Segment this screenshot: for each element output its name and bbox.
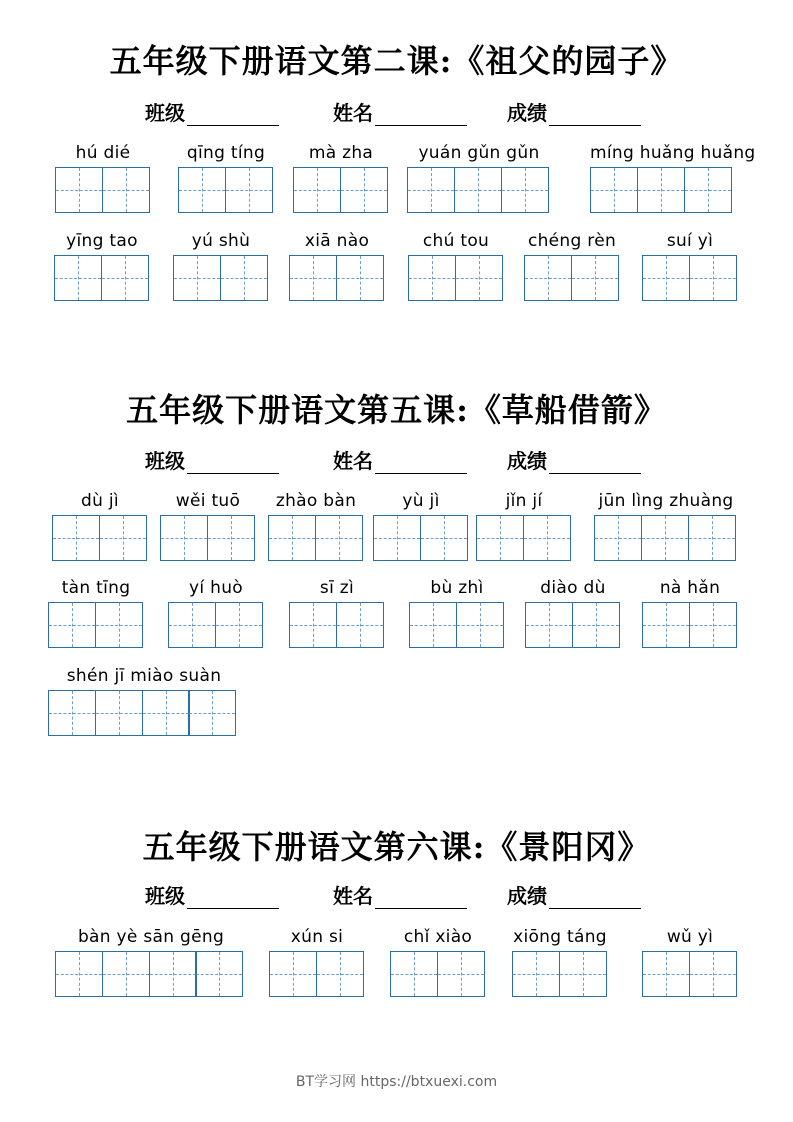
footer-watermark: BT学习网 https://btxuexi.com [295, 1074, 498, 1090]
tianzige-cell[interactable] [407, 167, 455, 213]
info-field-label: 班级 [145, 884, 185, 908]
tianzige-cell[interactable] [207, 515, 255, 561]
writing-grid [373, 515, 467, 561]
writing-grid [55, 951, 242, 997]
pinyin-label: nà hǎn [659, 578, 721, 598]
info-field-label: 姓名 [333, 101, 373, 125]
answer-blank[interactable] [549, 890, 641, 909]
tianzige-cell[interactable] [454, 167, 502, 213]
info-field [507, 880, 641, 909]
info-field-label: 成绩 [507, 449, 547, 473]
tianzige-cell[interactable] [142, 690, 190, 736]
tianzige-cell[interactable] [289, 602, 337, 648]
tianzige-cell[interactable] [642, 602, 690, 648]
pinyin-label: yí huò [189, 578, 243, 598]
writing-grid [525, 602, 619, 648]
writing-grid [48, 690, 235, 736]
tianzige-cell[interactable] [684, 167, 732, 213]
tianzige-cell[interactable] [168, 602, 216, 648]
info-field [507, 97, 641, 126]
pinyin-label: dù jì [81, 491, 119, 511]
info-field-label: 姓名 [333, 884, 373, 908]
pinyin-label: shén jī miào suàn [66, 666, 222, 686]
tianzige-cell[interactable] [340, 167, 388, 213]
info-field [333, 880, 467, 909]
tianzige-cell[interactable] [642, 951, 690, 997]
tianzige-cell[interactable] [293, 167, 341, 213]
tianzige-cell[interactable] [409, 602, 457, 648]
tianzige-cell[interactable] [160, 515, 208, 561]
info-field [145, 97, 279, 126]
tianzige-cell[interactable] [55, 951, 103, 997]
answer-blank[interactable] [375, 107, 467, 126]
tianzige-cell[interactable] [269, 951, 317, 997]
tianzige-cell[interactable] [420, 515, 468, 561]
pinyin-label: xún si [290, 927, 344, 947]
writing-grid [407, 167, 547, 213]
tianzige-cell[interactable] [95, 690, 143, 736]
tianzige-cell[interactable] [572, 602, 620, 648]
tianzige-cell[interactable] [408, 255, 456, 301]
tianzige-cell[interactable] [641, 515, 689, 561]
tianzige-cell[interactable] [102, 167, 150, 213]
writing-grid [293, 167, 387, 213]
writing-grid [54, 255, 148, 301]
tianzige-cell[interactable] [637, 167, 685, 213]
pinyin-label: tàn tīng [61, 578, 131, 598]
tianzige-cell[interactable] [225, 167, 273, 213]
tianzige-cell[interactable] [590, 167, 638, 213]
tianzige-cell[interactable] [689, 951, 737, 997]
tianzige-cell[interactable] [455, 255, 503, 301]
tianzige-cell[interactable] [456, 602, 504, 648]
tianzige-cell[interactable] [689, 602, 737, 648]
tianzige-cell[interactable] [268, 515, 316, 561]
pinyin-label: mà zha [308, 143, 374, 163]
pinyin-label: suí yì [666, 231, 714, 251]
tianzige-cell[interactable] [689, 255, 737, 301]
writing-grid [289, 602, 383, 648]
lesson-title: 五年级下册语文第六课:《景阳冈》 [142, 828, 651, 866]
tianzige-cell[interactable] [524, 255, 572, 301]
pinyin-label: míng huǎng huǎng [590, 143, 756, 163]
writing-grid [173, 255, 267, 301]
writing-grid [268, 515, 362, 561]
writing-grid [476, 515, 570, 561]
tianzige-cell[interactable] [315, 515, 363, 561]
tianzige-cell[interactable] [642, 255, 690, 301]
answer-blank[interactable] [549, 107, 641, 126]
pinyin-label: qīng tíng [186, 143, 266, 163]
info-field-label: 成绩 [507, 101, 547, 125]
answer-blank[interactable] [549, 455, 641, 474]
writing-grid [390, 951, 484, 997]
writing-grid [594, 515, 734, 561]
tianzige-cell[interactable] [523, 515, 571, 561]
info-field-label: 姓名 [333, 449, 373, 473]
tianzige-cell[interactable] [173, 255, 221, 301]
tianzige-cell[interactable] [512, 951, 560, 997]
tianzige-cell[interactable] [336, 602, 384, 648]
tianzige-cell[interactable] [149, 951, 197, 997]
pinyin-label: jūn lìng zhuàng [598, 491, 734, 511]
tianzige-cell[interactable] [195, 951, 243, 997]
pinyin-label: bù zhì [430, 578, 484, 598]
tianzige-cell[interactable] [289, 255, 337, 301]
tianzige-cell[interactable] [52, 515, 100, 561]
writing-grid [178, 167, 272, 213]
tianzige-cell[interactable] [101, 255, 149, 301]
tianzige-cell[interactable] [688, 515, 736, 561]
tianzige-cell[interactable] [336, 255, 384, 301]
pinyin-label: yù jì [402, 491, 440, 511]
info-field-label: 班级 [145, 449, 185, 473]
answer-blank[interactable] [187, 890, 279, 909]
writing-grid [52, 515, 146, 561]
writing-grid [160, 515, 254, 561]
info-field [145, 445, 279, 474]
tianzige-cell[interactable] [525, 602, 573, 648]
lesson-title: 五年级下册语文第二课:《祖父的园子》 [109, 42, 684, 80]
answer-blank[interactable] [375, 455, 467, 474]
pinyin-label: diào dù [540, 578, 606, 598]
writing-grid [642, 951, 736, 997]
writing-grid [55, 167, 149, 213]
tianzige-cell[interactable] [501, 167, 549, 213]
writing-grid [590, 167, 730, 213]
pinyin-label: xiā nào [304, 231, 370, 251]
pinyin-label: chú tou [422, 231, 490, 251]
writing-grid [524, 255, 618, 301]
pinyin-label: bàn yè sān gēng [77, 927, 225, 947]
tianzige-cell[interactable] [316, 951, 364, 997]
tianzige-cell[interactable] [476, 515, 524, 561]
answer-blank[interactable] [375, 890, 467, 909]
tianzige-cell[interactable] [437, 951, 485, 997]
writing-grid [512, 951, 606, 997]
pinyin-label: xiōng táng [513, 927, 607, 947]
pinyin-label: jǐn jí [505, 491, 543, 511]
pinyin-label: wǔ yì [666, 927, 714, 947]
pinyin-label: sī zì [319, 578, 355, 598]
tianzige-cell[interactable] [220, 255, 268, 301]
pinyin-label: yīng tao [66, 231, 138, 251]
answer-blank[interactable] [187, 455, 279, 474]
tianzige-cell[interactable] [373, 515, 421, 561]
pinyin-label: hú dié [75, 143, 131, 163]
info-field-label: 班级 [145, 101, 185, 125]
lesson-title: 五年级下册语文第五课:《草船借箭》 [126, 391, 667, 429]
info-field [507, 445, 641, 474]
pinyin-label: chǐ xiào [403, 927, 473, 947]
tianzige-cell[interactable] [188, 690, 236, 736]
tianzige-cell[interactable] [215, 602, 263, 648]
tianzige-cell[interactable] [95, 602, 143, 648]
pinyin-label: yú shù [191, 231, 251, 251]
pinyin-label: chéng rèn [527, 231, 617, 251]
tianzige-cell[interactable] [99, 515, 147, 561]
pinyin-label: wěi tuō [175, 491, 241, 511]
tianzige-cell[interactable] [55, 167, 103, 213]
tianzige-cell[interactable] [54, 255, 102, 301]
writing-grid [269, 951, 363, 997]
info-field [333, 445, 467, 474]
info-field-label: 成绩 [507, 884, 547, 908]
writing-grid [289, 255, 383, 301]
writing-grid [642, 255, 736, 301]
writing-grid [408, 255, 502, 301]
writing-grid [48, 602, 142, 648]
tianzige-cell[interactable] [559, 951, 607, 997]
writing-grid [642, 602, 736, 648]
pinyin-label: yuán gǔn gǔn [418, 143, 540, 163]
tianzige-cell[interactable] [571, 255, 619, 301]
info-field [333, 97, 467, 126]
tianzige-cell[interactable] [48, 690, 96, 736]
writing-grid [409, 602, 503, 648]
writing-grid [168, 602, 262, 648]
tianzige-cell[interactable] [48, 602, 96, 648]
pinyin-label: zhào bàn [275, 491, 357, 511]
tianzige-cell[interactable] [178, 167, 226, 213]
tianzige-cell[interactable] [390, 951, 438, 997]
tianzige-cell[interactable] [102, 951, 150, 997]
answer-blank[interactable] [187, 107, 279, 126]
tianzige-cell[interactable] [594, 515, 642, 561]
info-field [145, 880, 279, 909]
